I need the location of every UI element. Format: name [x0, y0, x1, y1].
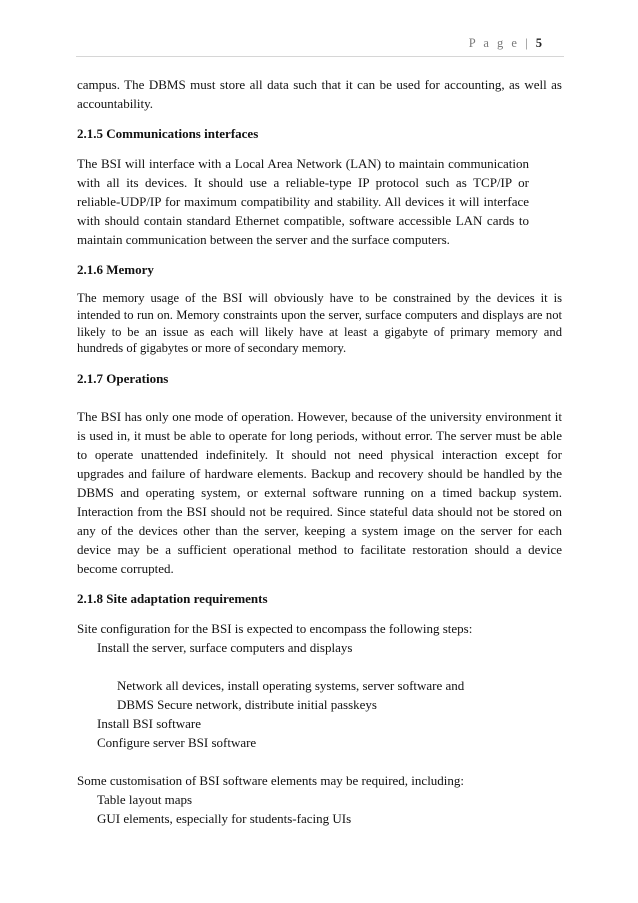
- list-item: Network all devices, install operating systems, server software and: [117, 678, 465, 694]
- intro-paragraph: campus. The DBMS must store all data such that it can be used for accounting, as well as accountability.: [77, 77, 562, 111]
- list-item: Table layout maps: [97, 792, 193, 808]
- header-divider: [76, 56, 564, 57]
- operations-paragraph: The BSI has only one mode of operation. However, because of the university environment it is used in, it must be able to operate for long periods, without error. The server must be able to operate unattended indefinitely. It should not need physical interaction except for upgrades and failure of hardware elements. Backup and recovery should be handled by the DBMS and operating system, or external software running on a timed backup system. Interaction from the BSI should not be required. Since stateful data should not be stored on any of the devices other than the server, keeping a system image on the server for each device may be a sufficient operational method to facilitate restoration should a device become corrupted.: [77, 409, 562, 577]
- site-config-lead: Site configuration for the BSI is expected to encompass the following steps:: [77, 621, 473, 637]
- page-number: 5: [535, 36, 542, 50]
- list-item: Install BSI software: [97, 716, 201, 732]
- page-label: P a g e: [468, 36, 520, 50]
- list-item-continuation: DBMS Secure network, distribute initial passkeys: [117, 697, 377, 713]
- section-heading-memory: 2.1.6 Memory: [77, 262, 154, 277]
- customisation-lead: Some customisation of BSI software elements may be required, including:: [77, 773, 465, 789]
- list-item: Install the server, surface computers and displays: [97, 640, 353, 656]
- communications-paragraph: The BSI will interface with a Local Area Network (LAN) to maintain communication with all its devices. It should use a reliable-type IP protocol such as TCP/IP or reliable-UDP/IP for maximum compatibility and stability. All devices it will interface with should contain standard Ethernet compatible, software accessible LAN cards to maintain communication between the server and the surface computers.: [77, 156, 529, 247]
- section-heading-operations: 2.1.7 Operations: [77, 371, 169, 387]
- list-item: Configure server BSI software: [97, 735, 257, 751]
- list-item: GUI elements, especially for students-facing UIs: [97, 811, 352, 827]
- page-header: [469, 36, 542, 51]
- page-separator: |: [519, 36, 536, 50]
- section-heading-communications: 2.1.5 Communications interfaces: [77, 126, 259, 141]
- section-heading-site-adaptation: 2.1.8 Site adaptation requirements: [77, 591, 268, 607]
- document-body: [77, 75, 562, 828]
- memory-paragraph: The memory usage of the BSI will obviously have to be constrained by the devices it is intended to run on. Memory constraints upon the server, surface computers and displays are not likely to be an issue as each will likely have at least a gigabyte of primary memory and hundreds of gigabytes or more of secondary memory.: [77, 291, 562, 356]
